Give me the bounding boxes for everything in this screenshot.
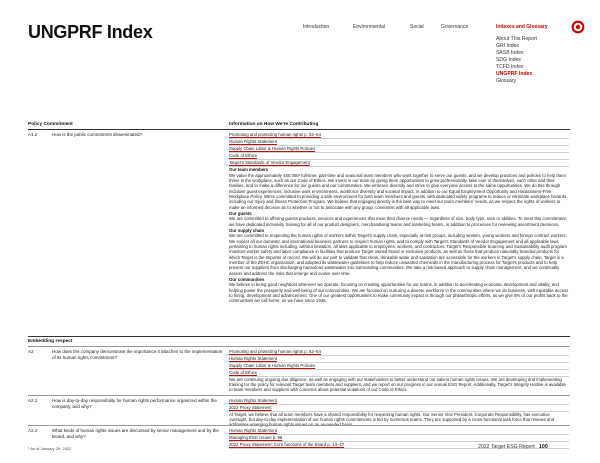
paragraph-due-diligence: We are continuing ongoing due diligence, as well as engaging with our stakeholders to better understand our salient human rights issues. We are developing and implementing training for the policy for relevant Target team members and suppliers, and we report on our progress in our annual ESG Report. Additionally, Target's Integrity Hotline is available to team members and suppliers with concerns about potential violations of our Code of Ethics. [229,376,566,393]
row-divider [28,425,570,426]
link-code-of-ethics[interactable]: Code of Ethics [229,153,569,160]
link-code-of-ethics[interactable]: Code of Ethics [229,370,569,377]
row-id: A2.2 [28,428,38,433]
row-question: How is day-to-day responsibility for human rights performance organized within the company, and why? [52,398,217,409]
link-vendor-engagement[interactable]: Target's Standards of Vendor Engagement [229,160,569,167]
page-number: 100 [539,444,548,450]
header-divider [28,129,570,130]
sub-navigation [496,36,537,85]
footnote: ¹ As of January 29, 2022 [28,446,72,451]
target-logo-icon[interactable] [571,20,585,34]
column-header-information: Information on How We're Contributing [229,122,319,127]
column-header-commitment: Policy Commitment [28,122,73,127]
subnav-tcfd-index[interactable]: TCFD Index [496,64,524,70]
row-divider [28,395,570,396]
subhead-guests: Our guests [229,211,252,217]
section-title-embedding-respect: Embedding respect [28,339,73,344]
row-question: What kinds of human rights issues are discussed by senior management and by the Board, and why? [52,428,219,439]
row-information [229,349,569,394]
link-proxy-statement[interactable]: 2022 Proxy Statement [229,405,569,412]
top-navigation [0,24,600,34]
paragraph-guests: We are committed to offering guests products, services and experiences that meet their diverse needs — regardless of size, body type, race or abilities. To meet this commitment, we have dedicated inclusivity training for all of our product designers, merchandising teams and marketing teams, in addition to processes for reviewing assortment decisions. [229,216,567,227]
subhead-communities: Our communities [229,276,265,282]
tab-introduction[interactable]: Introduction [303,24,330,30]
link-supply-chain-policies[interactable]: Supply Chain Labor & Human Rights Policies [229,363,569,370]
paragraph-communities: We believe in being good neighbors wherever we operate, focusing on creating opportunities for our teams, in addition to accelerating economic development and vitality, and helping power the prosperity and well-being of our communities. We are focused on nurturing a diverse workforce in the communities where we do business, with equitable access to hiring, development and advancement. One of our greatest opportunities to make community impact is through our philanthropic efforts, as we give 5% of our profits back to the communities we call home, as we have since 1946. [229,282,569,304]
subhead-team-members: Our team members [229,167,269,173]
tab-social[interactable]: Social [410,24,424,30]
paragraph-responsibility: At Target, we believe that all team members have a shared responsibility for respecting human rights. Our Senior Vice President, Corporate Responsibility, has executive oversight, but day-to-day implementation of our human rights commitments is led by numerous teams. They are supported by a cross-functional task force that reviews and addresses emerging human rights issues on an as-needed basis. [229,411,555,428]
footer-report-info [478,444,548,450]
tab-environmental[interactable]: Environmental [353,24,385,30]
paragraph-team-members: We value the approximately 450,000¹ full-time, part-time and seasonal team members who work together to serve our guests, and we develop practices and policies to help them thrive in the workplace, such as our Code of Ethics. We invest in our team by giving them opportunities to grow professionally, take care of themselves, each other and their families, and to make a difference for our guests and our communities. We embrace diversity and strive to give everyone access to the same opportunities. We do this through inclusive guest experiences, inclusive work environments, workforce diversity and societal impact, in addition to our Equal Employment Opportunity and Harassment-Free Workplace Policy. We're committed to providing a safe environment for both team members and guests, with dedicated safety programs to reduce or eliminate workplace hazards, including our Injury and Illness Protection Program. We believe that engaging directly is the best way to meet our team members' needs, as we respect the rights of workers to make an informed decision as to whether or not to associate with any group, consistent with all applicable laws. [229,172,568,210]
subnav-sasb-index[interactable]: SASB Index [496,50,524,56]
link-promoting-human-rights[interactable]: Promoting and protecting human rights p. 62–64 [229,132,569,139]
link-managing-esg-issues[interactable]: Managing ESG issues p. 96 [229,435,569,442]
paragraph-supply-chain: We are committed to respecting the human rights of workers within Target's supply chain, especially at-risk groups, including women, young workers and foreign contract workers. We expect all our domestic and international business partners to respect human rights, and to comply with Target's Standards of Vendor Engagement and all applicable laws pertaining to human rights including, without limitation, all laws applicable to employees, workers, and contractors. Target's Responsible Sourcing and Sustainability audit program monitors worker safety and labor compliance in facilities that produce Target owned brand or exclusive products, as well as those that produce nationally branded products for which Target is the importer of record. We will do our part to validate that clean, drinkable water and sanitation are accessible for the workers in Target's supply chain. Target is a member of the ZDHC organization, and adopted its wastewater guidelines to help reduce unwanted chemicals in the manufacturing process for Target's products and to help prevent our suppliers from discharging hazardous wastewater into surrounding communities. We take a risk-based approach to supply chain management, and we continually assess and address the risks that emerge and evolve over time. [229,233,567,276]
subhead-supply-chain: Our supply chain [229,228,265,234]
page-title: UNGPRF Index [28,22,153,42]
row-id: A1.2 [28,132,38,137]
link-human-rights-statement[interactable]: Human Rights Statement [229,356,569,363]
footer-report-name: 2022 Target ESG Report [478,444,535,450]
subnav-gri-index[interactable]: GRI Index [496,43,519,49]
link-human-rights-statement[interactable]: Human Rights Statement [229,139,569,146]
subnav-glossary[interactable]: Glossary [496,78,517,84]
subnav-ungprf-index[interactable]: UNGPRF Index [496,71,533,77]
link-proxy-core-functions[interactable]: 2022 Proxy Statement: Core functions of the Board p. 13–17 [229,442,569,449]
link-human-rights-statement[interactable]: Human Rights Statement [229,428,569,435]
subnav-sdg-index[interactable]: SDG Index [496,57,521,63]
row-question: How does the company demonstrate the importance it attaches to the implementation of its human rights commitment? [52,349,223,360]
row-id: A2.1 [28,398,38,403]
row-question: How is the public commitment disseminated? [52,132,143,137]
section-divider-top [28,336,570,337]
row-id: A2 [28,349,34,354]
subnav-about-this-report[interactable]: About This Report [496,36,537,42]
section-divider-bottom [28,346,570,347]
link-supply-chain-policies[interactable]: Supply Chain Labor & Human Rights Policies [229,146,569,153]
link-promoting-human-rights[interactable]: Promoting and protecting human rights p. 62–64 [229,349,569,356]
tab-governance[interactable]: Governance [441,24,469,30]
row-information [229,132,569,305]
link-human-rights-statement[interactable]: Human Rights Statement [229,398,569,405]
tab-indexes-and-glossary[interactable]: Indexes and Glossary [496,24,548,30]
